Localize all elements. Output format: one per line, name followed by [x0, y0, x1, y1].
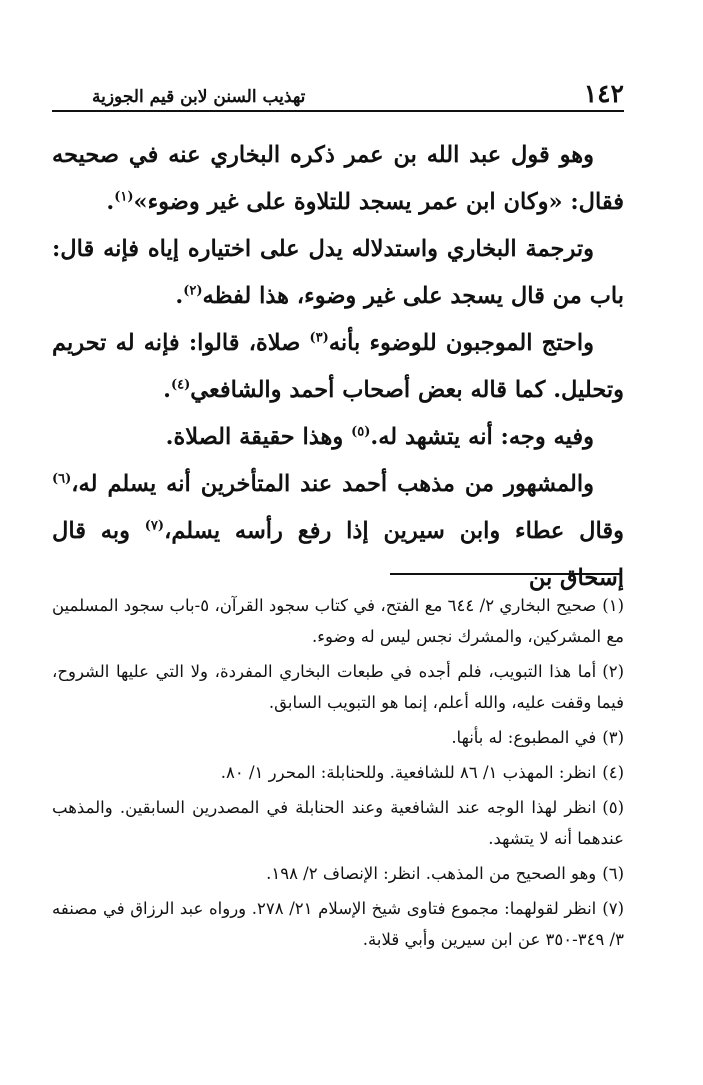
paragraph-4: [52, 414, 624, 461]
footnote-item: [52, 590, 624, 652]
paragraph-text: وبه قال إسحاق بن: [52, 518, 624, 591]
footnote-number: (٦): [602, 864, 624, 883]
paragraph-end: .: [163, 377, 171, 403]
footnote-ref[interactable]: (٥): [351, 424, 371, 440]
footnote-number: (٣): [602, 728, 624, 747]
paragraph-2: [52, 226, 624, 320]
running-title: تهذيب السنن لابن قيم الجوزية: [92, 87, 306, 107]
footnote-number: (٧): [602, 899, 624, 918]
footnote-ref[interactable]: (٤): [170, 377, 191, 393]
paragraph-text: والمشهور من مذهب أحمد عند المتأخرين أنه يسلم له،: [71, 471, 594, 497]
paragraph-text: صلاة، قالوا: فإنه له تحريم وتحليل. كما قاله بعض أصحاب أحمد والشافعي: [52, 330, 624, 403]
footnote-item: [52, 792, 624, 854]
paragraph-5: [52, 461, 624, 602]
footnote-ref[interactable]: (١): [114, 189, 134, 205]
paragraph-end: .: [175, 283, 184, 309]
footnote-text: وهو الصحيح من المذهب. انظر: الإنصاف ٢/ ١٩٨.: [266, 864, 597, 883]
paragraph-3: [52, 320, 624, 414]
footnote-item: [52, 893, 624, 955]
paragraph-text: وقال عطاء وابن سيرين إذا رفع رأسه يسلم،: [164, 518, 624, 544]
footnote-text: انظر لقولهما: مجموع فتاوى شيخ الإسلام ٢١/ ٢٧٨. ورواه عبد الرزاق في مصنفه ٣/ ٣٤٩-٣٥٠ عن ابن سيرين وأبي قلابة.: [52, 899, 624, 949]
footnote-text: انظر لهذا الوجه عند الشافعية وعند الحنابلة في المصدرين السابقين. والمذهب عندهما أنه لا يتشهد.: [52, 798, 624, 848]
paragraph-1: [52, 132, 624, 226]
footnote-text: أما هذا التبويب، فلم أجده في طبعات البخاري المفردة، ولا التي عليها الشروح، فيما وقفت عليه، والله أعلم، إنما هو التبويب السابق.: [52, 662, 624, 712]
footnote-number: (١): [602, 596, 624, 615]
paragraph-text: وترجمة البخاري واستدلاله يدل على اختياره إياه فإنه قال: باب من قال يسجد على غير وضوء، هذا لفظه: [52, 236, 624, 309]
main-text: [52, 132, 624, 602]
paragraph-end: .: [106, 189, 115, 215]
footnotes: [52, 590, 624, 959]
footnote-item: [52, 656, 624, 718]
footnote-text: في المطبوع: له بأنها.: [451, 728, 597, 747]
footnote-text: انظر: المهذب ١/ ٨٦ للشافعية. وللحنابلة: المحرر ١/ ٨٠.: [220, 763, 597, 782]
page-number: ١٤٢: [583, 79, 624, 108]
footnote-ref[interactable]: (٦): [52, 471, 72, 487]
footnote-item: [52, 858, 624, 889]
paragraph-text: وهو قول عبد الله بن عمر ذكره البخاري عنه في صحيحه فقال: «وكان ابن عمر يسجد للتلاوة على غير وضوء»: [52, 142, 624, 215]
paragraph-text: وفيه وجه: أنه يتشهد له.: [370, 424, 594, 450]
footnote-text: صحيح البخاري ٢/ ٦٤٤ مع الفتح، في كتاب سجود القرآن، ٥-باب سجود المسلمين مع المشركين، والمشرك نجس ليس له وضوء.: [52, 596, 624, 646]
footnote-item: [52, 722, 624, 753]
footnote-separator: [390, 573, 622, 575]
footnote-ref[interactable]: (٢): [183, 283, 203, 299]
footnote-number: (٤): [602, 763, 624, 782]
footnote-ref[interactable]: (٧): [144, 518, 165, 534]
page-header: [52, 78, 624, 112]
footnote-number: (٥): [602, 798, 624, 817]
footnote-item: [52, 757, 624, 788]
footnote-number: (٢): [602, 662, 624, 681]
footnote-ref[interactable]: (٣): [309, 330, 329, 346]
paragraph-text: وهذا حقيقة الصلاة.: [165, 424, 352, 450]
paragraph-text: واحتج الموجبون للوضوء بأنه: [328, 330, 595, 356]
